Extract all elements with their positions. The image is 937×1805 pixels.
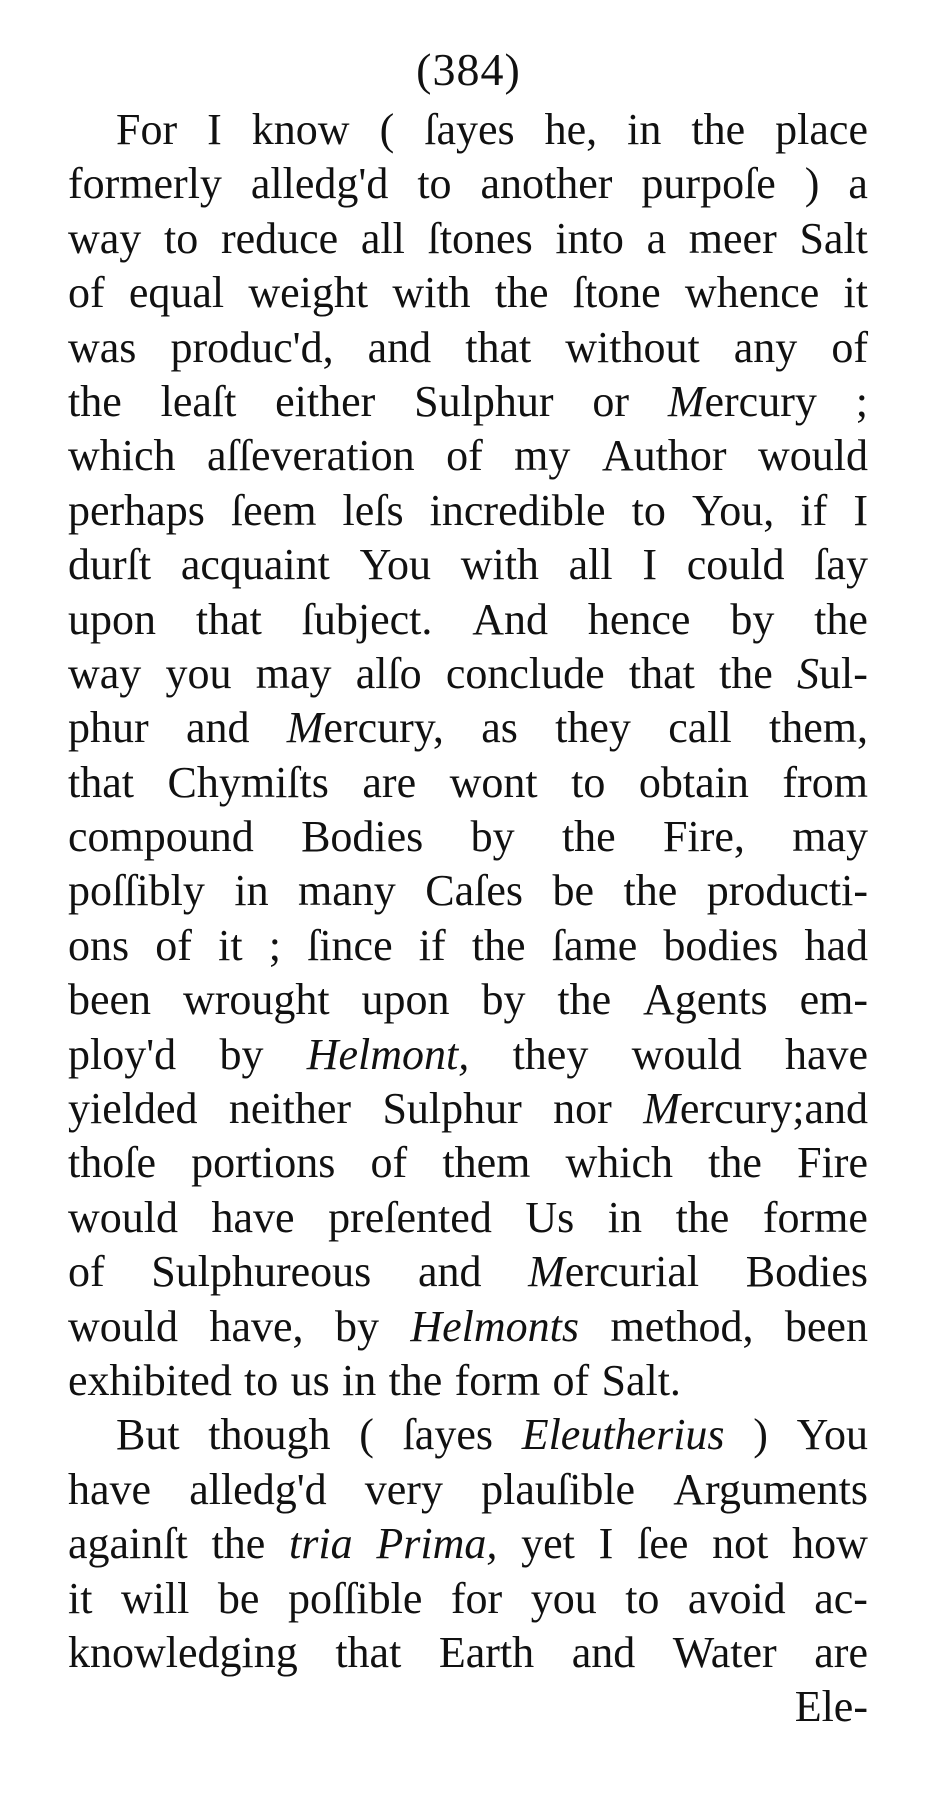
word: the: [388, 1355, 443, 1405]
page-number: (384): [416, 44, 521, 95]
catchword-text: Ele-: [794, 1682, 868, 1732]
word: my: [514, 431, 571, 481]
text-line: [68, 701, 868, 755]
word: of: [68, 268, 105, 318]
text-line: [68, 1517, 868, 1571]
word: way: [68, 648, 142, 698]
word: that: [195, 594, 262, 644]
word: the: [814, 594, 868, 644]
text-line: [68, 1300, 868, 1354]
word: Author: [601, 431, 727, 481]
word: avoid: [687, 1573, 786, 1623]
word: yet: [521, 1519, 575, 1569]
word: to: [164, 213, 199, 263]
word: phur: [68, 703, 149, 753]
text-line: [68, 1463, 868, 1517]
word: ſtones: [427, 213, 533, 263]
word: Agents: [643, 975, 768, 1025]
word: to: [571, 757, 606, 807]
word: another: [480, 159, 613, 209]
word: perhaps: [68, 485, 205, 535]
text-line: [68, 1408, 868, 1462]
text-line: [68, 429, 868, 483]
word: in: [607, 1192, 643, 1242]
word: would: [68, 1301, 178, 1351]
text-line: [68, 864, 868, 918]
word: if: [800, 485, 828, 535]
word: Water: [672, 1627, 777, 1677]
text-line: [68, 538, 868, 592]
word: yielded: [68, 1084, 198, 1134]
word: us: [290, 1355, 330, 1405]
word: it: [68, 1573, 93, 1623]
word: exhibited: [68, 1355, 232, 1405]
word: either: [275, 376, 376, 426]
word: Mercury,: [286, 703, 444, 753]
word: the: [719, 648, 773, 698]
word: would: [631, 1029, 742, 1079]
word: not: [712, 1519, 769, 1569]
word: Prima,: [376, 1519, 498, 1569]
word: all: [568, 540, 613, 590]
word: Fire,: [663, 812, 745, 862]
word: the: [68, 376, 122, 426]
text-line: [68, 1082, 868, 1136]
word: to: [417, 159, 452, 209]
catchword: [68, 1680, 868, 1734]
word: the: [708, 1138, 762, 1188]
word: alledg'd: [250, 159, 389, 209]
word: method,: [610, 1301, 754, 1351]
word: as: [481, 703, 518, 753]
word: thoſe: [68, 1138, 156, 1188]
word: he,: [544, 105, 598, 154]
word: But: [116, 1410, 180, 1460]
word: would: [68, 1192, 178, 1242]
word: will: [120, 1573, 190, 1623]
word: the: [494, 268, 549, 318]
word: ſtone: [572, 268, 661, 318]
word: it: [218, 920, 243, 970]
word: them,: [768, 703, 868, 753]
word: againſt: [68, 1519, 188, 1569]
word: And: [472, 594, 549, 644]
word: whence: [684, 268, 820, 318]
word: weight: [248, 268, 369, 318]
word: been: [68, 975, 152, 1025]
word: bodies: [663, 920, 779, 970]
word: produc'd,: [170, 322, 334, 372]
word: in: [342, 1355, 377, 1405]
word: knowledging: [68, 1627, 298, 1677]
word: ſee: [637, 1519, 689, 1569]
word: from: [782, 757, 868, 807]
word: Mercury: [667, 376, 817, 426]
word: poſſibly: [68, 866, 205, 916]
text-line: [68, 266, 868, 320]
word: them: [442, 1138, 531, 1188]
word: any: [733, 322, 798, 372]
word: which: [68, 431, 176, 481]
word: have,: [209, 1301, 304, 1351]
word: may: [792, 812, 868, 862]
word: For: [116, 105, 178, 154]
word: portions: [191, 1138, 336, 1188]
word: place: [775, 105, 868, 154]
word: by: [470, 812, 515, 862]
word: if: [418, 920, 446, 970]
word: conclude: [445, 648, 605, 698]
word: way: [68, 213, 142, 263]
word: Sulphur: [382, 1084, 522, 1134]
word: know: [251, 105, 350, 154]
word: You: [359, 540, 431, 590]
word: I: [207, 105, 222, 154]
word: ons: [68, 920, 130, 970]
text-line: [68, 1626, 868, 1680]
word: (: [379, 105, 395, 154]
word: by: [730, 594, 775, 644]
text-line: [68, 810, 868, 864]
word: Arguments: [673, 1464, 868, 1514]
word: I: [598, 1519, 614, 1569]
word: by: [219, 1029, 264, 1079]
word: be: [217, 1573, 260, 1623]
word: ſeem: [230, 485, 317, 535]
word: a: [848, 159, 868, 209]
word: Bodies: [745, 1247, 868, 1297]
text-line: [68, 647, 868, 701]
word: and: [417, 1247, 482, 1297]
word: a: [646, 213, 667, 263]
word: equal: [128, 268, 225, 318]
word: (: [359, 1410, 374, 1460]
word: Caſes: [425, 866, 524, 916]
word: ;: [268, 920, 281, 970]
word: have: [68, 1464, 152, 1514]
word: durſt: [68, 540, 152, 590]
text-line: [68, 1191, 868, 1245]
word: they: [512, 1029, 589, 1079]
word: that: [465, 322, 532, 372]
word: of: [155, 920, 192, 970]
word: that: [335, 1627, 402, 1677]
word: may: [255, 648, 332, 698]
text-line: [68, 103, 868, 157]
word: they: [555, 703, 631, 753]
word: the: [623, 866, 678, 916]
word: reduce: [220, 213, 339, 263]
word: the: [557, 975, 612, 1025]
word: the: [471, 920, 526, 970]
word: upon: [361, 975, 450, 1025]
word: form: [454, 1355, 541, 1405]
word: ſame: [551, 920, 638, 970]
word: have: [784, 1029, 868, 1079]
word: Sul-: [797, 648, 868, 698]
word: by: [481, 975, 526, 1025]
text-line: [68, 1572, 868, 1626]
word: Salt.: [601, 1355, 681, 1405]
word: of: [370, 1138, 408, 1188]
word: to: [631, 485, 666, 535]
word: and: [367, 322, 432, 372]
text-line: [68, 157, 868, 211]
word: I: [642, 540, 657, 590]
word: ſince: [307, 920, 393, 970]
word: for: [450, 1573, 503, 1623]
word: with: [392, 268, 471, 318]
word: Mercury;and: [643, 1084, 868, 1134]
word: could: [686, 540, 785, 590]
word: wrought: [182, 975, 330, 1025]
word: in: [627, 105, 662, 154]
word: meer: [688, 213, 777, 263]
word: of: [552, 1355, 590, 1405]
text-line: [68, 1136, 868, 1190]
text-line: [68, 1354, 868, 1408]
word: without: [565, 322, 700, 372]
word: though: [208, 1410, 331, 1460]
word: had: [804, 920, 868, 970]
text-line: [68, 375, 868, 429]
word: Mercurial: [528, 1247, 700, 1297]
word: purpoſe: [641, 159, 776, 209]
word: Fire: [797, 1138, 868, 1188]
word: and: [185, 703, 250, 753]
word: which: [565, 1138, 674, 1188]
word: in: [234, 866, 269, 916]
word: be: [552, 866, 595, 916]
word: to: [625, 1573, 660, 1623]
text-line: [68, 321, 868, 375]
word: alſo: [355, 648, 422, 698]
word: many: [298, 866, 396, 916]
word: incredible: [429, 485, 606, 535]
word: Sulphur: [414, 376, 554, 426]
text-line: [68, 919, 868, 973]
word: Chymiſts: [167, 757, 329, 807]
text-line: [68, 212, 868, 266]
word: how: [792, 1519, 868, 1569]
word: Helmonts: [410, 1301, 580, 1351]
word: the: [691, 105, 746, 154]
word: and: [571, 1627, 636, 1677]
text-line: [68, 1245, 868, 1299]
word: Sulphureous: [151, 1247, 372, 1297]
word: are: [362, 757, 417, 807]
word: with: [460, 540, 539, 590]
word: Us: [525, 1192, 575, 1242]
word: ſayes: [402, 1410, 493, 1460]
word: the: [561, 812, 616, 862]
word: it: [843, 268, 868, 318]
word: wont: [449, 757, 538, 807]
text-line: [68, 484, 868, 538]
word: alledg'd: [189, 1464, 327, 1514]
word: ploy'd: [68, 1029, 177, 1079]
word: You: [796, 1410, 868, 1460]
word: producti-: [706, 866, 868, 916]
word: Helmont,: [306, 1029, 470, 1079]
word: hence: [587, 594, 691, 644]
word: the: [675, 1192, 730, 1242]
word: of: [68, 1247, 105, 1297]
word: plauſible: [481, 1464, 636, 1514]
word: into: [555, 213, 624, 263]
text-line: [68, 593, 868, 647]
word: of: [446, 431, 483, 481]
word: aſſeveration: [206, 431, 415, 481]
word: very: [364, 1464, 443, 1514]
word: ſay: [814, 540, 868, 590]
text-line: [68, 1028, 868, 1082]
text-line: [68, 756, 868, 810]
word: compound: [68, 812, 254, 862]
word: You,: [691, 485, 775, 535]
word: all: [360, 213, 405, 263]
word: formerly: [68, 159, 222, 209]
word: you: [530, 1573, 597, 1623]
word: would: [757, 431, 868, 481]
word: Eleutherius: [521, 1410, 725, 1460]
word: tria: [289, 1519, 353, 1569]
word: you: [165, 648, 232, 698]
word: poſſible: [287, 1573, 423, 1623]
word: been: [784, 1301, 868, 1351]
word: em-: [799, 975, 868, 1025]
word: are: [814, 1627, 868, 1677]
word: upon: [68, 594, 156, 644]
word: ſubject.: [301, 594, 433, 644]
word: call: [668, 703, 732, 753]
word: that: [628, 648, 695, 698]
word: leaſt: [160, 376, 237, 426]
word: neither: [228, 1084, 352, 1134]
word: ac-: [814, 1573, 868, 1623]
word: leſs: [342, 485, 404, 535]
body-text: [68, 103, 868, 1735]
word: or: [592, 376, 629, 426]
word: nor: [553, 1084, 612, 1134]
word: was: [68, 322, 137, 372]
word: Salt: [799, 213, 868, 263]
word: of: [831, 322, 868, 372]
word: ;: [855, 376, 868, 426]
word: ſayes: [424, 105, 515, 154]
word: obtain: [638, 757, 749, 807]
word: Earth: [438, 1627, 535, 1677]
word: forme: [762, 1192, 868, 1242]
word: Bodies: [301, 812, 424, 862]
word: have: [211, 1192, 295, 1242]
word: ): [753, 1410, 768, 1460]
word: acquaint: [180, 540, 330, 590]
word: by: [334, 1301, 379, 1351]
word: to: [244, 1355, 279, 1405]
text-line: [68, 973, 868, 1027]
word: preſented: [328, 1192, 492, 1242]
word: the: [211, 1519, 266, 1569]
word: ): [804, 159, 820, 209]
word: I: [853, 485, 868, 535]
word: that: [68, 757, 134, 807]
